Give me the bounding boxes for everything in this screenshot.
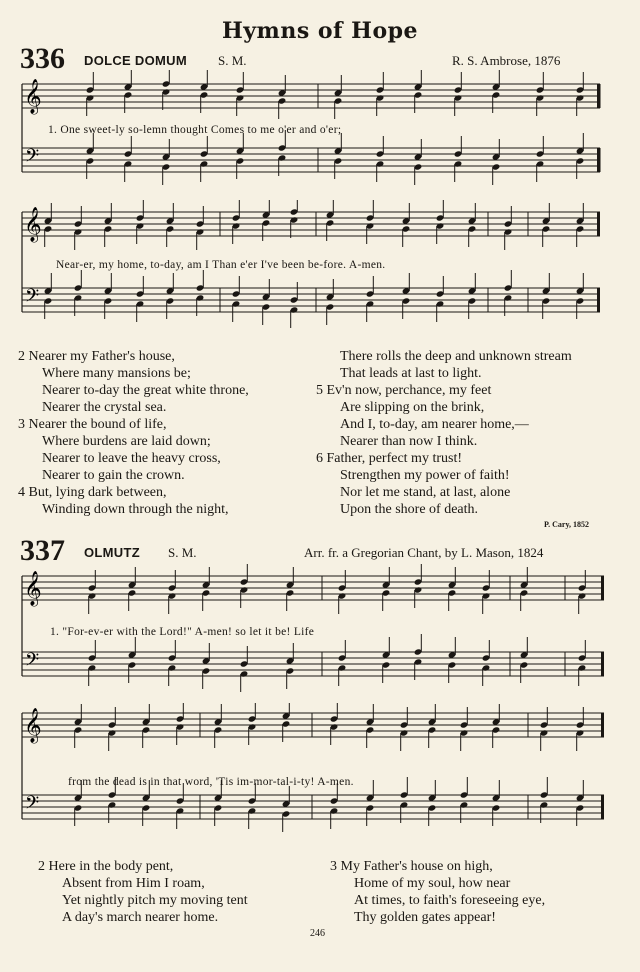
stanza-line: That leads at last to light.	[340, 366, 482, 381]
stanza-column-left	[18, 348, 249, 518]
bass-clef-icon: 𝄢	[25, 146, 40, 171]
lyrics-line: from the dead is in that word, 'Tis im-mor-tal-i-ty! A-men.	[68, 776, 354, 788]
stanza-line: 2 Here in the body pent,	[38, 859, 174, 874]
stanza-line: A day's march nearer home.	[62, 910, 219, 925]
stanza-line: Absent from Him I roam,	[62, 876, 205, 891]
stanza-line: There rolls the deep and unknown stream	[340, 349, 572, 364]
stanza-line: Home of my soul, how near	[354, 876, 511, 891]
final-bar	[597, 84, 600, 108]
treble-clef-icon: 𝄞	[24, 708, 42, 743]
music-staff-system	[0, 200, 640, 345]
stanza-line: 3 My Father's house on high,	[330, 859, 493, 874]
hymn-number: 336	[20, 42, 65, 75]
stanza-line: Nearer to leave the heavy cross,	[42, 451, 221, 466]
bass-clef-icon: 𝄢	[25, 286, 40, 311]
treble-clef-icon: 𝄞	[24, 207, 42, 242]
stanza-line: Nearer to gain the crown.	[42, 468, 185, 483]
stanza-line: Upon the shore of death.	[340, 502, 479, 517]
stanza-line: At times, to faith's foreseeing eye,	[354, 893, 546, 908]
stanza-line: Where burdens are laid down;	[42, 434, 211, 449]
final-bar	[597, 212, 600, 236]
final-bar	[601, 652, 604, 676]
stanza-line: Yet nightly pitch my moving tent	[62, 893, 248, 908]
stanza-line: 6 Father, perfect my trust!	[316, 451, 463, 466]
stanza-line: 5 Ev'n now, perchance, my feet	[316, 383, 492, 398]
stanza-column-right	[330, 858, 545, 926]
composer: R. S. Ambrose, 1876	[452, 53, 561, 68]
tune-name: OLMUTZ	[84, 545, 140, 560]
bass-clef-icon: 𝄢	[25, 793, 40, 818]
lyrics-line: 1. One sweet-ly so-lemn thought Comes to me o'er and o'er;	[48, 124, 342, 136]
bass-clef-icon: 𝄢	[25, 650, 40, 675]
stanza-line: Strengthen my power of faith!	[340, 468, 510, 483]
stanza-line: 2 Nearer my Father's house,	[18, 349, 175, 364]
stanza-line: Nearer the crystal sea.	[42, 400, 167, 415]
final-bar	[601, 576, 604, 600]
meter: S. M.	[168, 545, 197, 560]
meter: S. M.	[218, 53, 247, 68]
stanza-line: And I, to-day, am nearer home,—	[340, 417, 529, 432]
treble-clef-icon: 𝄞	[24, 571, 42, 606]
stanza-line: Thy golden gates appear!	[354, 910, 496, 925]
final-bar	[597, 148, 600, 172]
lyrics-line: Near-er, my home, to-day, am I Than e'er I've been be-fore. A-men.	[56, 259, 386, 271]
stanza-line: 3 Nearer the bound of life,	[18, 417, 167, 432]
page-title: Hymns of Hope	[221, 18, 419, 44]
final-bar	[597, 288, 600, 312]
stanza-line: Are slipping on the brink,	[340, 400, 485, 415]
stanza-column-right	[316, 348, 572, 518]
final-bar	[601, 795, 604, 819]
final-bar	[601, 713, 604, 737]
stanza-line: Nor let me stand, at last, alone	[340, 485, 511, 500]
page-number: 246	[310, 928, 325, 939]
stanza-column-left	[38, 858, 248, 926]
stanza-line: Nearer to-day the great white throne,	[42, 383, 249, 398]
stanza-line: Where many mansions be;	[42, 366, 191, 381]
treble-clef-icon: 𝄞	[24, 79, 42, 114]
stanza-line: Nearer than now I think.	[340, 434, 478, 449]
tune-name: DOLCE DOMUM	[84, 53, 187, 68]
hymn-number: 337	[20, 534, 65, 567]
composer: Arr. fr. a Gregorian Chant, by L. Mason, 1824	[304, 545, 544, 560]
stanza-line: 4 But, lying dark between,	[18, 485, 167, 500]
lyrics-line: 1. "For-ev-er with the Lord!" A-men! so let it be! Life	[50, 626, 315, 638]
author-credit: P. Cary, 1852	[544, 520, 590, 529]
stanza-line: Winding down through the night,	[42, 502, 229, 517]
